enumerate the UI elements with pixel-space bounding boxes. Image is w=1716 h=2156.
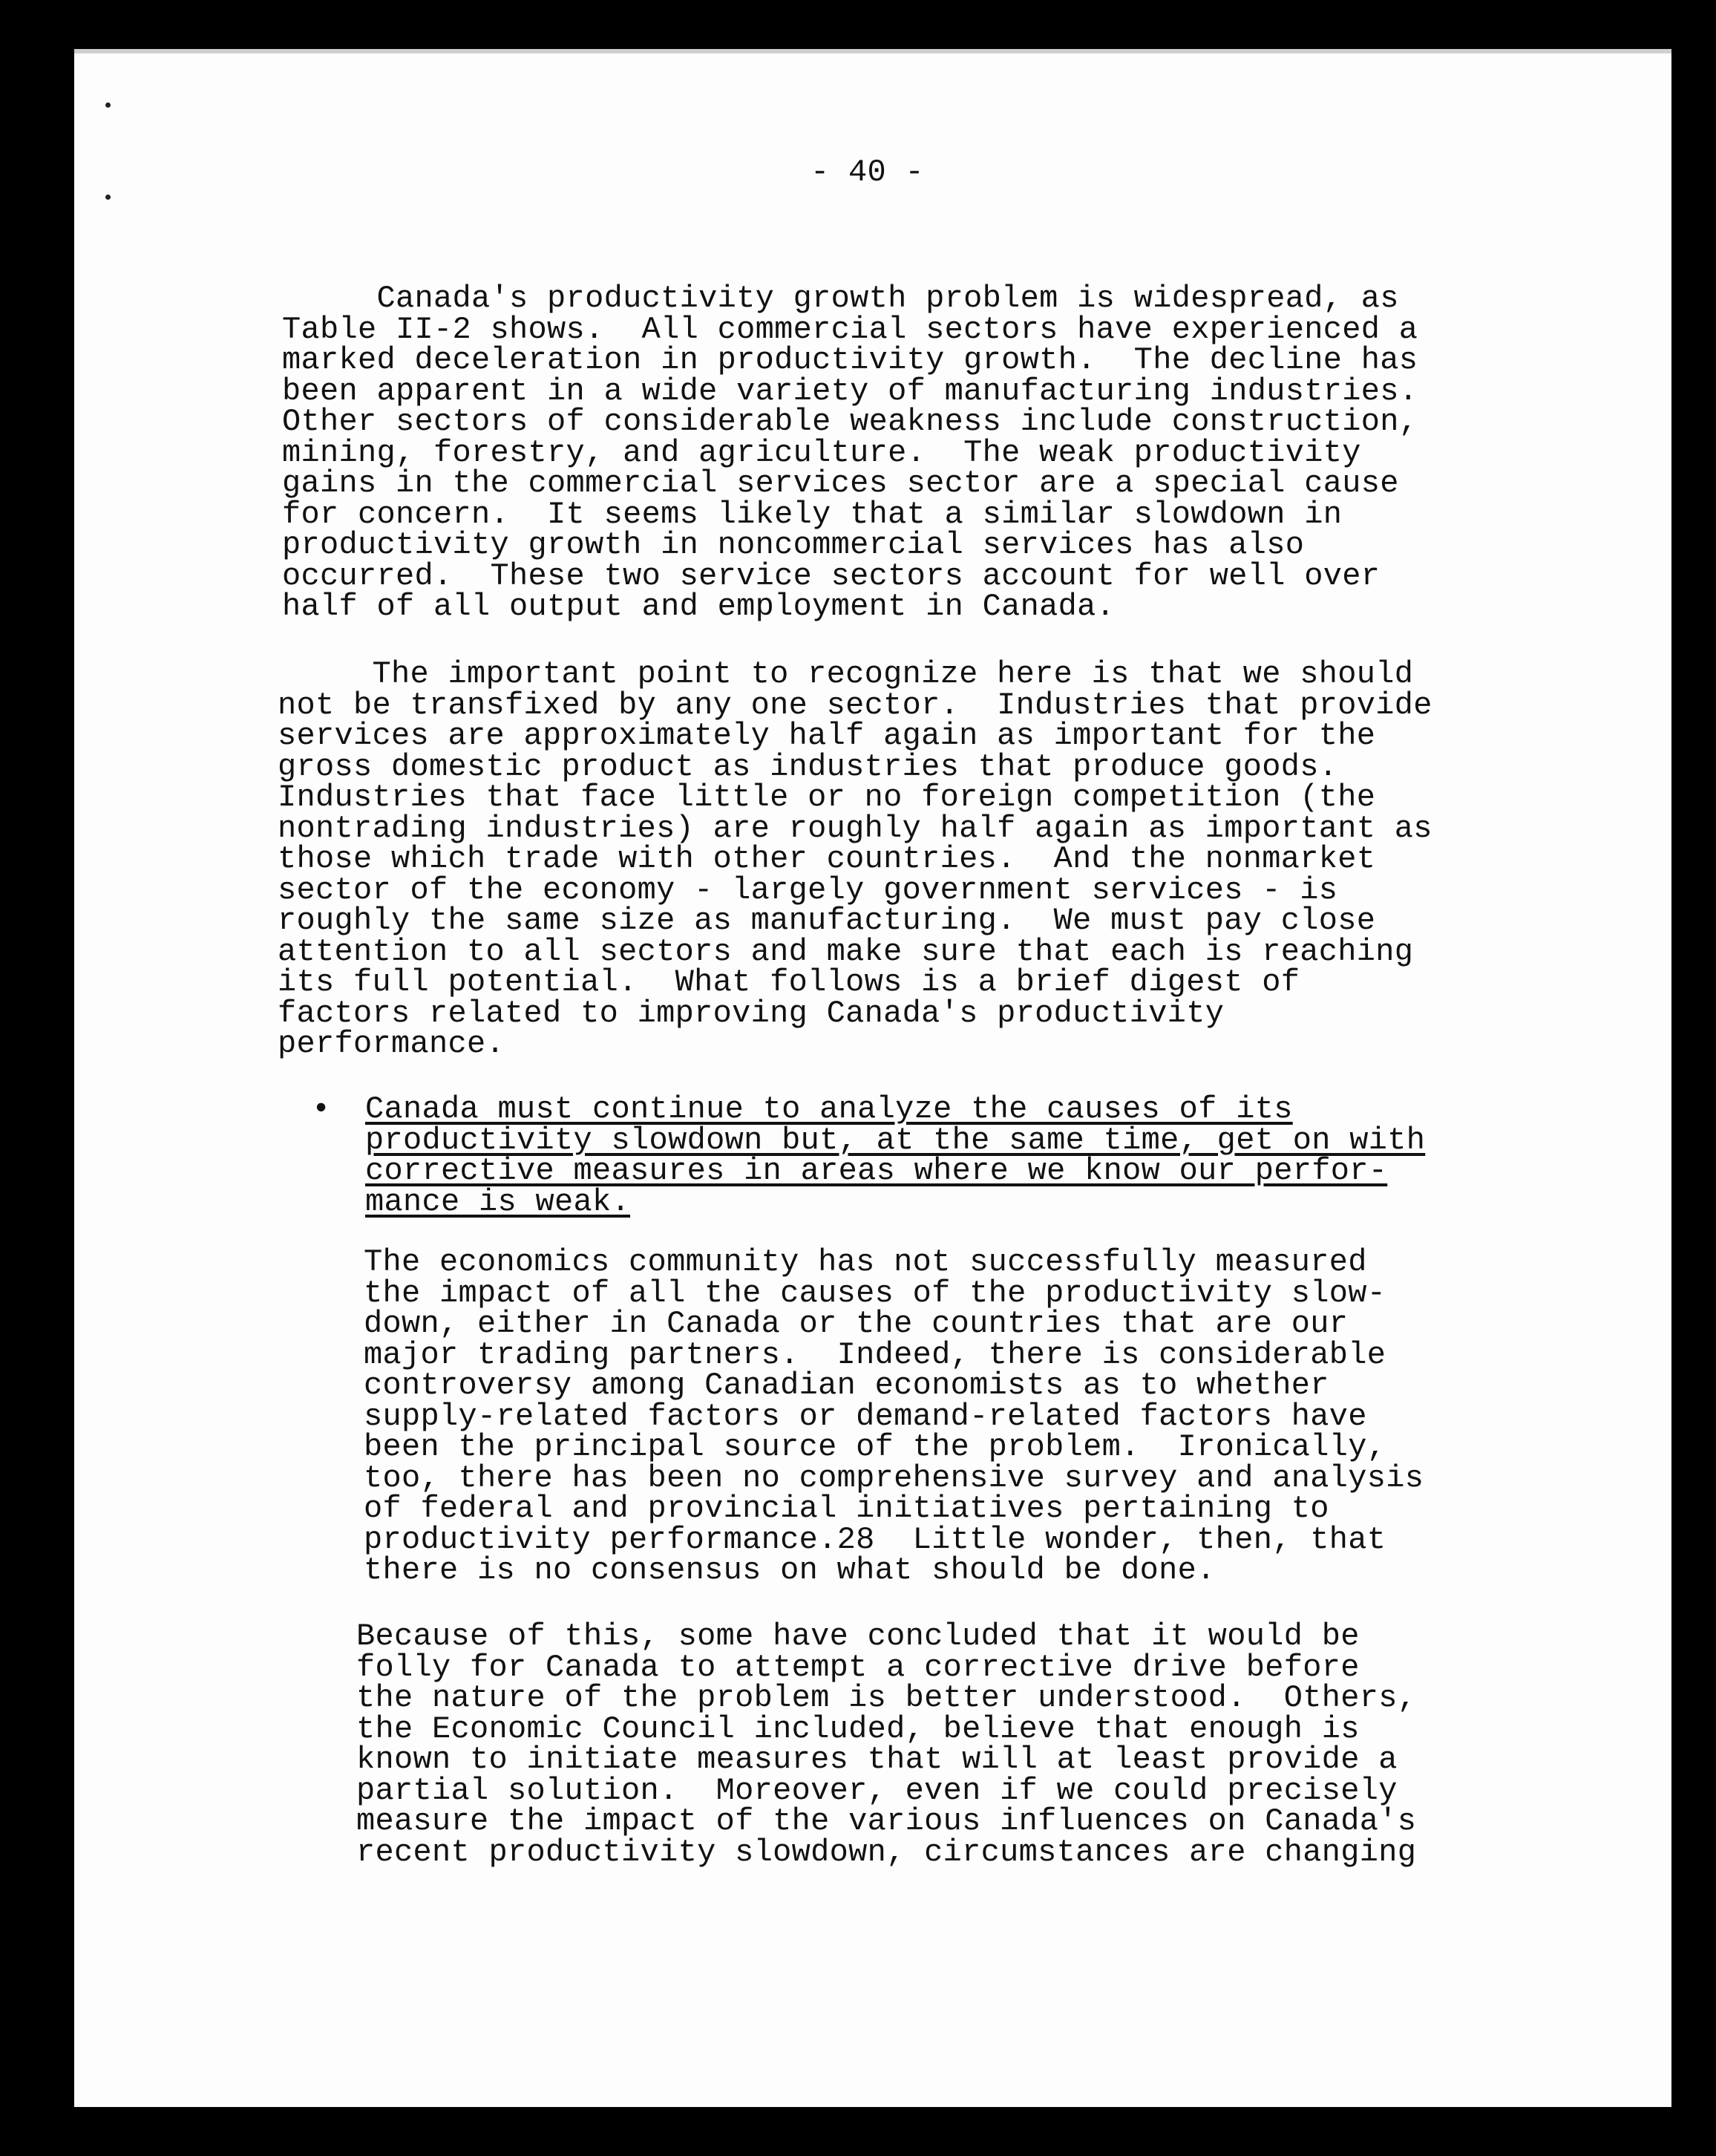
paragraph-4	[356, 1618, 1417, 1870]
paragraph-3	[364, 1244, 1424, 1588]
text-line: productivity performance.28 Little wonder, then, that	[364, 1521, 1386, 1558]
text-line: too, there has been no comprehensive survey and analysis	[364, 1460, 1424, 1496]
text-line: down, either in Canada or the countries that are our	[364, 1306, 1349, 1342]
text-line: major trading partners. Indeed, there is considerable	[364, 1336, 1386, 1373]
text-line: been the principal source of the problem. Ironically,	[364, 1429, 1386, 1465]
text-line: Industries that face little or no foreign competition (the	[278, 780, 1376, 815]
page-number: - 40 -	[810, 154, 925, 190]
paragraph-1	[282, 281, 1418, 624]
bullet-marker: •	[312, 1091, 331, 1127]
text-line: nontrading industries) are roughly half again as important as	[278, 810, 1432, 846]
text-line: gains in the commercial services sector are a special cause	[282, 466, 1399, 501]
text-line: Other sectors of considerable weakness include construction,	[282, 404, 1418, 440]
text-line: The economics community has not successfully measured	[364, 1244, 1367, 1280]
text-line: sector of the economy - largely government services - is	[278, 872, 1338, 908]
text-line: folly for Canada to attempt a corrective drive before	[356, 1649, 1360, 1685]
text-line: mining, forestry, and agriculture. The weak productivity	[282, 434, 1361, 471]
bullet-heading	[365, 1091, 1426, 1220]
text-line: been apparent in a wide variety of manufacturing industries.	[282, 373, 1418, 409]
text-line: for concern. It seems likely that a similar slowdown in	[282, 496, 1343, 532]
text-line: Canada's productivity growth problem is widespread, as	[282, 281, 1399, 316]
text-line: services are approximately half again as important for the	[278, 718, 1376, 754]
text-line: Canada must continue to analyze the causes of its	[365, 1091, 1293, 1127]
text-line: gross domestic product as industries that produce goods.	[278, 748, 1338, 785]
punch-mark	[105, 195, 111, 200]
text-line: The important point to recognize here is that we should	[278, 656, 1414, 692]
text-line: performance.	[278, 1026, 505, 1062]
text-line: of federal and provincial initiatives pertaining to	[364, 1491, 1329, 1526]
text-line: corrective measures in areas where we know our perfor-	[365, 1153, 1388, 1189]
text-line: Table II-2 shows. All commercial sectors have experienced a	[282, 311, 1418, 347]
paragraph-2	[278, 656, 1432, 1062]
text-line: there is no consensus on what should be done.	[364, 1552, 1216, 1588]
text-line: known to initiate measures that will at least provide a	[356, 1742, 1398, 1777]
text-line: mance is weak.	[365, 1183, 631, 1220]
text-line: occurred. These two service sectors account for well over	[282, 558, 1381, 594]
text-line: roughly the same size as manufacturing. We must pay close	[278, 903, 1376, 938]
text-line: marked deceleration in productivity growth. The decline has	[282, 342, 1418, 378]
text-line: half of all output and employment in Canada.	[282, 589, 1116, 624]
text-line: factors related to improving Canada's productivity	[278, 995, 1225, 1031]
text-line: the impact of all the causes of the productivity slow-	[364, 1275, 1386, 1311]
text-line: not be transfixed by any one sector. Industries that provide	[278, 687, 1432, 723]
text-line: productivity growth in noncommercial services has also	[282, 527, 1305, 563]
text-line: its full potential. What follows is a brief digest of	[278, 964, 1300, 1000]
text-line: Because of this, some have concluded that it would be	[356, 1618, 1360, 1654]
text-line: attention to all sectors and make sure that each is reaching	[278, 933, 1414, 970]
text-line: measure the impact of the various influences on Canada's	[356, 1803, 1417, 1839]
punch-mark	[105, 102, 111, 108]
text-line: the Economic Council included, believe that enough is	[356, 1711, 1360, 1747]
text-line: those which trade with other countries. And the nonmarket	[278, 841, 1376, 877]
text-line: supply-related factors or demand-related factors have	[364, 1398, 1367, 1434]
text-line: the nature of the problem is better understood. Others,	[356, 1680, 1417, 1716]
text-line: recent productivity slowdown, circumstances are changing	[356, 1834, 1417, 1870]
text-line: controversy among Canadian economists as to whether	[364, 1368, 1329, 1403]
text-line: productivity slowdown but, at the same time, get on with	[365, 1122, 1426, 1158]
text-line: partial solution. Moreover, even if we could precisely	[356, 1772, 1398, 1809]
